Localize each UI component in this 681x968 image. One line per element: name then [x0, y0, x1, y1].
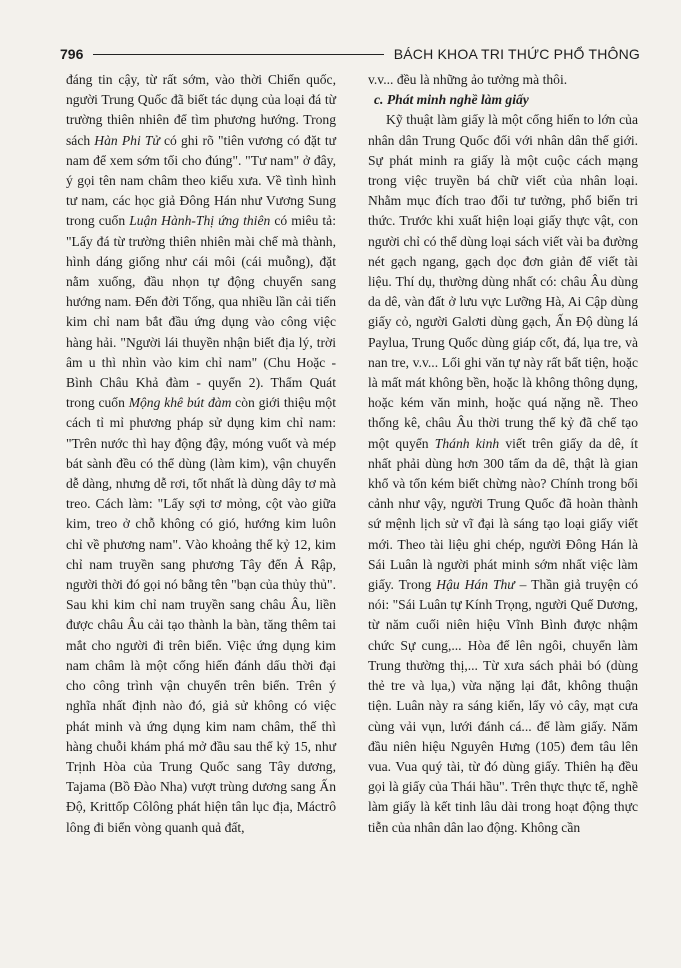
left-column	[66, 70, 336, 838]
text-run: có miêu tả: "Lấy đá từ trường thiên nhiên mài chế mà thành, hình dáng giống như cái môi (cái muỗng), đặt nằm xuống, đầu nhọn tự động chuyển sang hướng nam. Đến đời Tống, qua nhiều lần cải tiến kim chỉ nam bắt đầu ứng dụng vào công việc hàng hải. "Người lái thuyền nhận biết địa lý, trời âm u thì nhìn vào kim chỉ nam" (Chu Hoặc - Bình Châu Khả đàm - quyển 2). Thẩm Quát trong cuốn	[66, 213, 336, 411]
text-run: – Thần giả truyện có nói: "Sái Luân tự Kính Trọng, người Quế Dương, từ năm cuối niên hiệu Vĩnh Bình được nhậm chức Sự cung,... Hòa đế lên ngôi, chuyển làm Trung thường thị,... Từ xưa sách phải bó (dùng thẻ tre và lụa,) vừa nặng lại đắt, không thuận tiện. Luân này ra sáng kiến, lấy vỏ cây, mạt cưa cùng vải vụn, lưới đánh cá... để làm giấy. Năm đầu niên hiệu Nguyên Hưng (105) đem tâu lên vua. Vua quý tài, từ đó dùng giấy. Thiên hạ đều gọi là giấy của Thái hầu". Trên thực thực tế, nghề làm giấy là kết tinh lâu dài trong hoạt động thực tiễn của nhân dân lao động. Không cần	[368, 577, 639, 835]
running-header	[60, 42, 640, 66]
paragraph: v.v... đều là những ảo tưởng mà thôi.	[368, 72, 568, 87]
book-title: Thánh kinh	[434, 435, 500, 451]
text-run: có ghi rõ "tiên vương có đặt tư nam để xem sớm tối cho đúng". "Tư nam" ở đây, ý gọi tên nam châm theo kiểu xưa. Về tình hình tư nam, các học giả Đông Hán như Vương Sung trong cuốn	[66, 132, 336, 229]
page-number: 796	[60, 46, 84, 62]
book-title: Hàn Phi Tử	[94, 132, 160, 148]
header-rule	[93, 54, 383, 55]
text-run: đáng tin cậy, từ rất sớm, vào thời Chiến quốc, người Trung Quốc đã biết tác dụng của loại đá từ trường thiên nhiên để tìm phương hướng. Trong sách	[66, 72, 336, 148]
book-title: Mộng khê bút đàm	[128, 395, 232, 411]
header-title: BÁCH KHOA TRI THỨC PHỔ THÔNG	[393, 46, 640, 62]
text-run: còn giới thiệu một cách tỉ mỉ phương pháp sử dụng kim chỉ nam: "Trên nước thì hay động đậy, móng vuốt và mép bát sành đều có thể dùng (làm kim), vận chuyển dễ dàng, nhưng dễ rơi, tốt nhất là dùng dây tơ mà treo. Cách làm: "Lấy sợi tơ mỏng, cột vào giữa kim, treo ở chỗ không có gió, hướng kim luôn chỉ về phương nam". Vào khoảng thế kỷ 12, kim chỉ nam truyền sang phương Tây đến Ả Rập, người thời đó gọi nó bằng tên "bạn của thủy thủ". Sau khi kim chỉ nam truyền sang châu Âu, liền được châu Âu cải tạo thành la bàn, tăng thêm tai mắt cho người đi trên biển. Việc ứng dụng kim nam châm là một cống hiến đánh dấu thời đại cho công trình vận chuyển trên biển. Trên ý nghĩa nhất định nào đó, giả sử không có việc phát minh và ứng dụng kim nam châm, thế thì hàng chuỗi khám phá mở đầu sau thế kỷ 15, như Trịnh Hòa của Trung Quốc sang Tây dương, Tajama (Bồ Đào Nha) vượt trùng dương sang Ấn Độ, Krittốp Côlông phát hiện tân lục địa, Máctrô lông đi biển vòng quanh quả đất,	[66, 395, 336, 835]
book-title: Luận Hành-Thị ứng thiên	[129, 213, 271, 229]
text-run: viết trên giấy da dê, ít nhất phải dùng hơn 300 tấm da dê, thật là gian khổ và tốn kém biết chừng nào? Chính trong bối cảnh như vậy, người Trung Quốc đã hoàn thành sứ mệnh lịch sử vĩ đại là sáng tạo loại giấy viết mới. Theo tài liệu ghi chép, người Đông Hán là Sái Luân là người phát minh sớm nhất việc làm giấy. Trong	[368, 435, 638, 593]
paragraph	[368, 110, 638, 837]
text-run: Kỹ thuật làm giấy là một cống hiến to lớn của nhân dân Trung Quốc đối với nhân dân thế giới. Sự phát minh ra giấy là một cuộc cách mạng trong việc truyền bá chữ viết của nhân loại. Nhằm mục đích trao đổi tư tưởng, phổ biến tri thức. Trước khi xuất hiện loại giấy thực vật, con người chỉ có thể dùng loại sách viết vài ba đường nét gạch ngang, gạch dọc đơn giản để viết tài liệu. Thí dụ, thường dùng nhất có: châu Âu dùng da dê, vàn đất ở lưu vực Lưỡng Hà, Ai Cập dùng giấy cỏ, người Galơti dùng gạch, Ấn Độ dùng lá Paylua, Trung Quốc dùng giáp cốt, đá, lụa tre, và nan tre, v.v... Lối ghi văn tự này rất bất tiện, hoặc là mất mát không bền, hoặc là không thông dụng, hoặc kém văn minh, hoặc quá nặng nề. Theo thống kê, châu Âu thời trung thế kỷ đã chế tạo một quyển	[368, 112, 638, 451]
right-column	[368, 70, 638, 838]
section-heading: c. Phát minh nghề làm giấy	[374, 92, 529, 108]
book-title: Hậu Hán Thư	[436, 577, 515, 593]
paragraph	[66, 70, 336, 838]
